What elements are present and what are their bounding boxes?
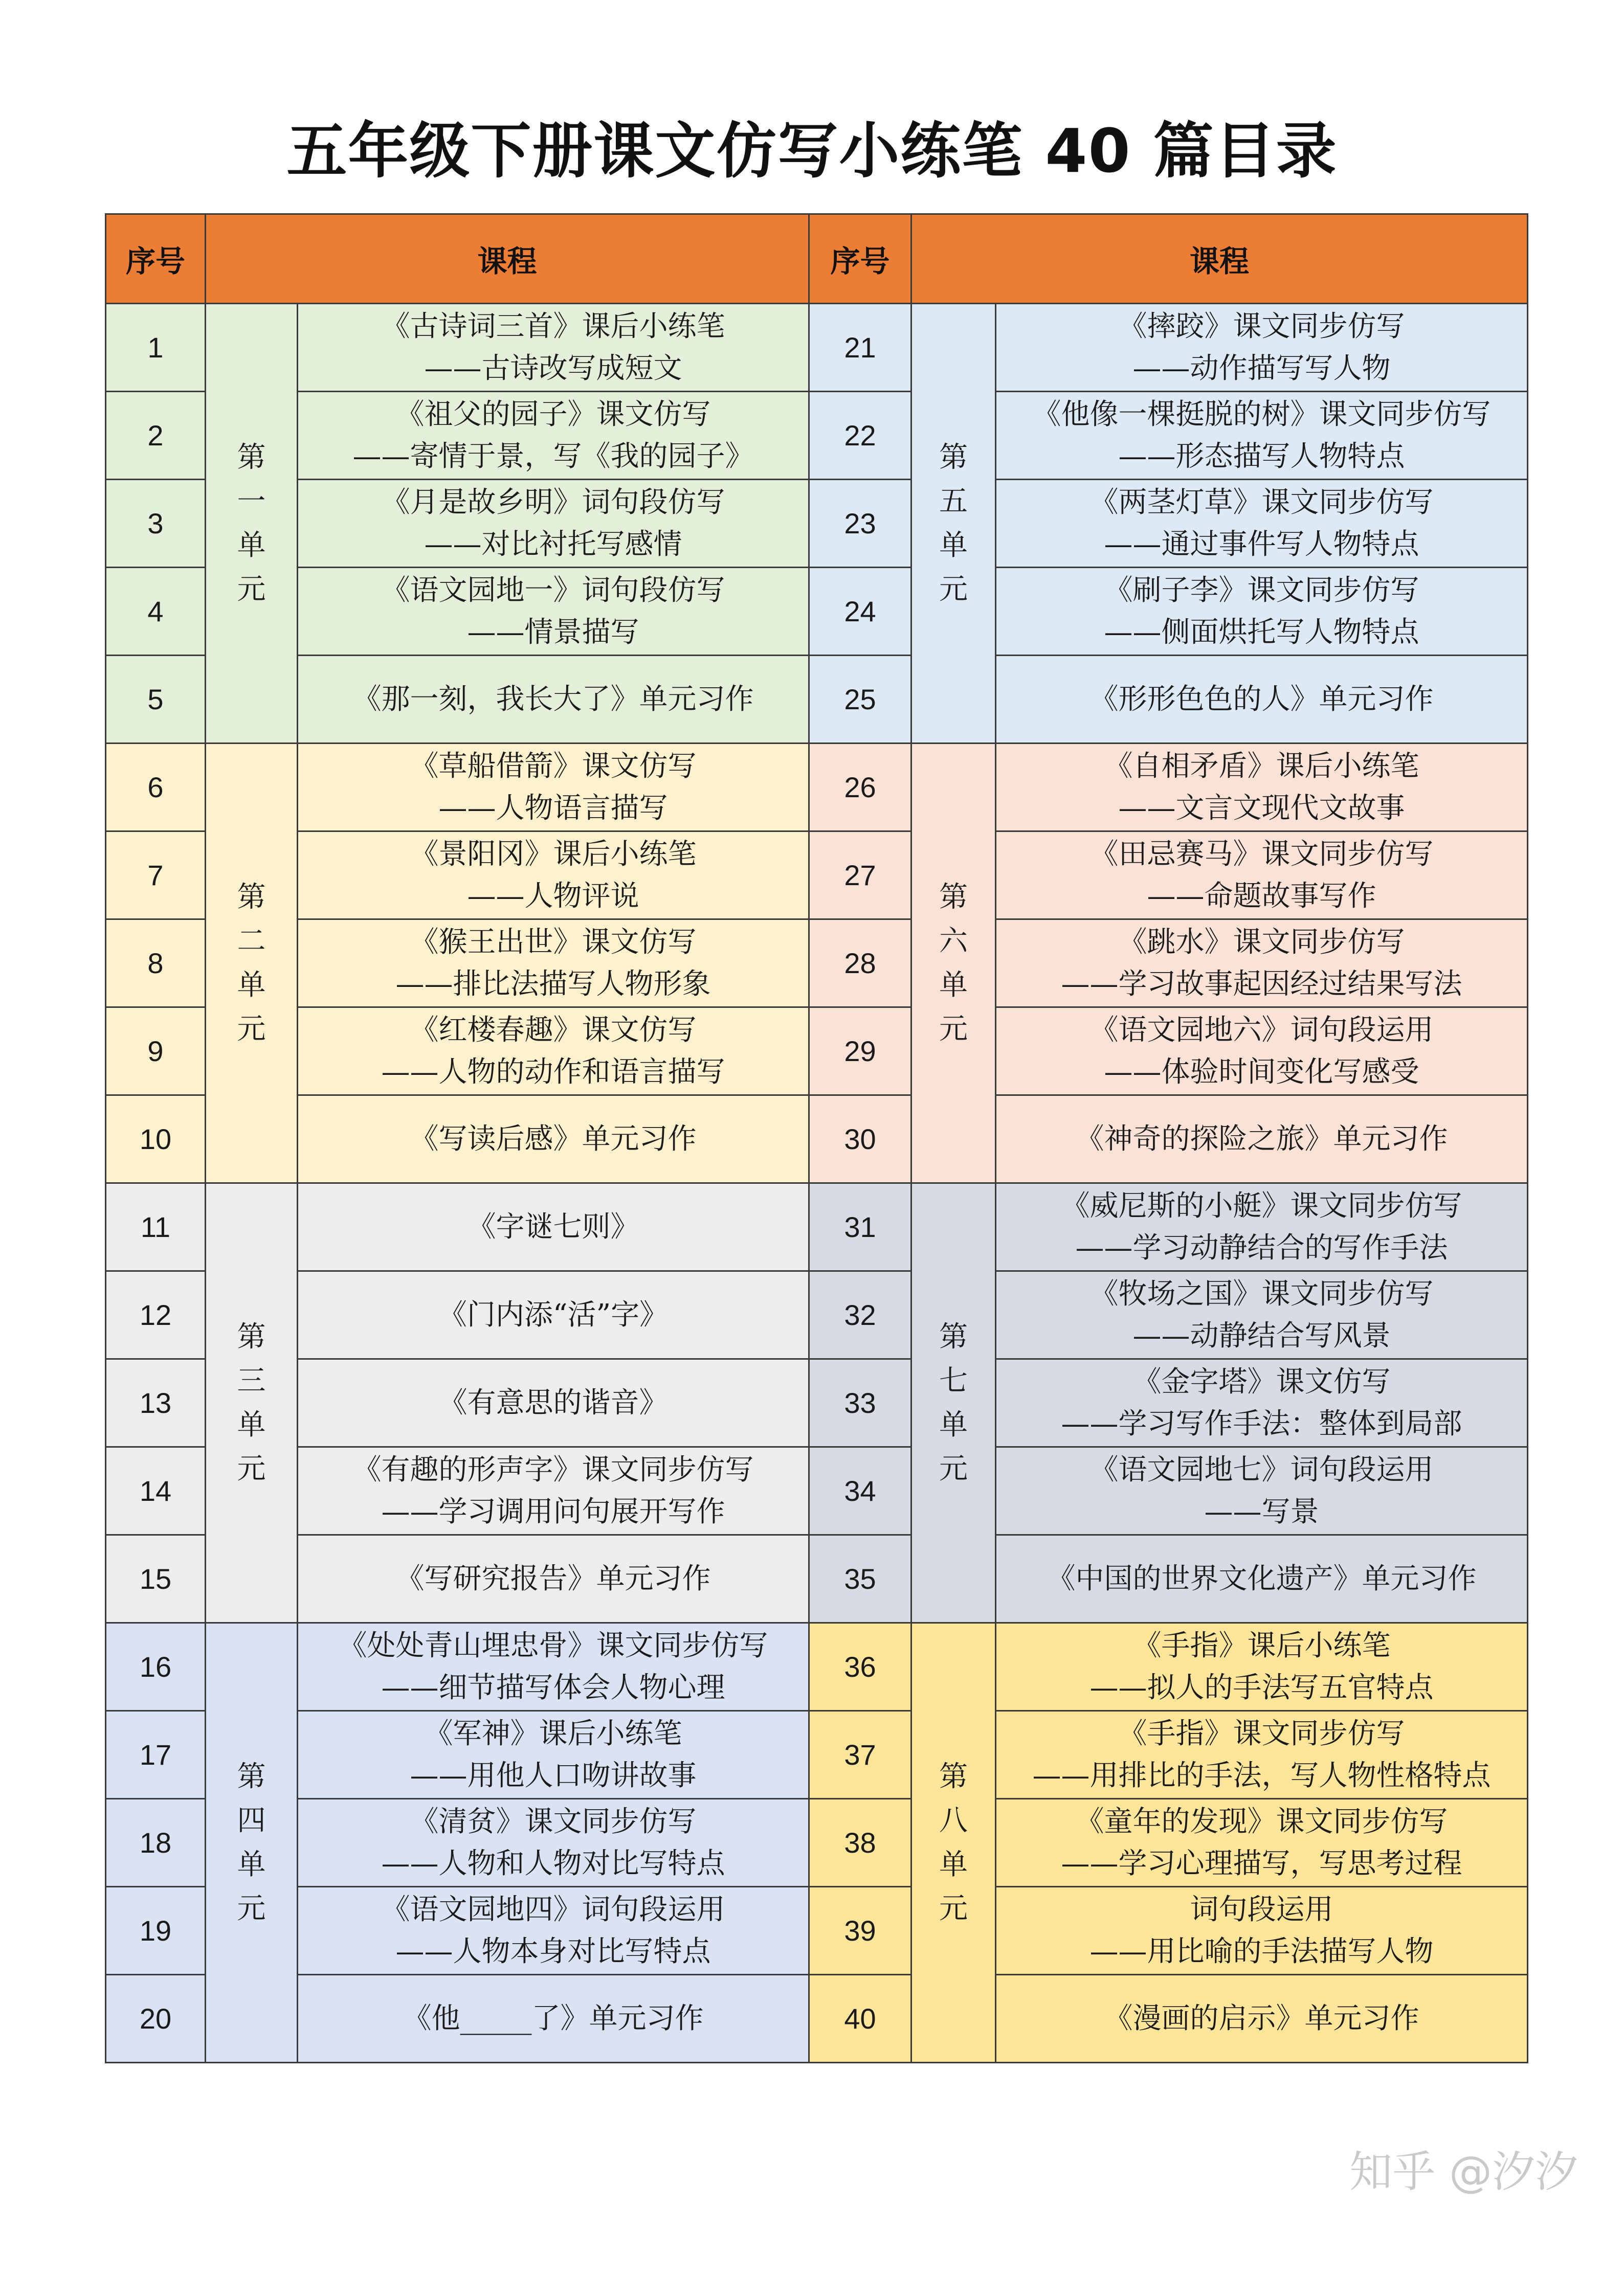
course-cell — [298, 568, 809, 656]
course-cell — [298, 1183, 809, 1271]
course-title: 《写研究报告》单元习作 — [395, 1562, 711, 1595]
course-subtitle: ——用比喻的手法描写人物 — [1089, 1934, 1434, 1968]
course-cell — [996, 1007, 1528, 1095]
course-cell — [298, 1975, 809, 2063]
course-cell — [298, 1095, 809, 1183]
course-cell — [996, 744, 1528, 831]
course-subtitle: ——文言文现代文故事 — [1118, 791, 1405, 825]
course-title: 《两茎灯草》课文同步仿写 — [1089, 485, 1434, 519]
course-subtitle: ——排比法描写人物形象 — [395, 967, 711, 1001]
course-cell — [298, 1007, 809, 1095]
unit-char: 元 — [939, 1892, 968, 1925]
course-title: 《语文园地七》词句段运用 — [1089, 1453, 1434, 1487]
course-cell — [996, 1095, 1528, 1183]
unit-char: 单 — [939, 528, 968, 562]
course-subtitle: ——写景 — [1204, 1495, 1319, 1528]
item-number: 19 — [106, 1887, 206, 1975]
course-cell — [298, 1447, 809, 1535]
table-row — [106, 480, 1528, 568]
course-title: 《他_____了》单元习作 — [403, 2001, 704, 2035]
item-number: 39 — [809, 1887, 911, 1975]
course-cell — [996, 1183, 1528, 1271]
unit-char: 二 — [237, 924, 266, 958]
unit-char: 六 — [939, 924, 968, 958]
course-title: 《语文园地六》词句段运用 — [1089, 1013, 1434, 1047]
course-cell — [298, 480, 809, 568]
course-title: 《写读后感》单元习作 — [410, 1122, 697, 1156]
course-title: 《草船借箭》课文仿写 — [410, 749, 697, 783]
table-row — [106, 1535, 1528, 1623]
course-title: 《有意思的谐音》 — [438, 1386, 668, 1420]
course-title: 《中国的世界文化遗产》单元习作 — [1047, 1562, 1477, 1595]
course-title: 《那一刻，我长大了》单元习作 — [352, 682, 754, 716]
table-row — [106, 392, 1528, 480]
item-number: 40 — [809, 1975, 911, 2063]
table-row — [106, 1711, 1528, 1799]
unit-label-3 — [206, 1183, 298, 1623]
course-title: 《神奇的探险之旅》单元习作 — [1075, 1122, 1448, 1156]
item-number: 2 — [106, 392, 206, 480]
unit-char: 第 — [939, 1320, 968, 1354]
unit-char: 单 — [237, 1408, 266, 1442]
item-number: 18 — [106, 1799, 206, 1887]
course-subtitle: ——人物语言描写 — [438, 791, 668, 825]
unit-char: 四 — [237, 1804, 266, 1837]
course-cell — [996, 392, 1528, 480]
course-title: 《景阳冈》课后小练笔 — [410, 837, 697, 871]
unit-char: 第 — [237, 880, 266, 914]
unit-char: 一 — [237, 484, 266, 518]
unit-char: 单 — [939, 1408, 968, 1442]
course-title: 《语文园地一》词句段仿写 — [381, 573, 725, 607]
course-subtitle: ——学习心理描写，写思考过程 — [1061, 1847, 1462, 1880]
course-title: 《门内添“活”字》 — [438, 1298, 669, 1332]
item-number: 15 — [106, 1535, 206, 1623]
header-row — [106, 214, 1528, 304]
unit-char: 单 — [939, 1848, 968, 1881]
unit-char: 单 — [237, 1848, 266, 1881]
item-number: 10 — [106, 1095, 206, 1183]
unit-char: 元 — [939, 1452, 968, 1485]
item-number: 34 — [809, 1447, 911, 1535]
course-title: 《军神》课后小练笔 — [424, 1717, 682, 1750]
course-cell — [298, 1887, 809, 1975]
course-cell — [996, 919, 1528, 1007]
watermark: 知乎 @汐汐 — [1349, 2147, 1578, 2197]
unit-char: 元 — [237, 1892, 266, 1925]
course-title: 《处处青山埋忠骨》课文同步仿写 — [338, 1629, 768, 1662]
course-cell — [298, 1535, 809, 1623]
unit-label-8 — [911, 1623, 996, 2063]
unit-char: 五 — [939, 484, 968, 518]
course-title: 《跳水》课文同步仿写 — [1118, 925, 1405, 959]
item-number: 8 — [106, 919, 206, 1007]
item-number: 20 — [106, 1975, 206, 2063]
header-course-left: 课程 — [206, 214, 809, 304]
item-number: 36 — [809, 1623, 911, 1711]
unit-label-6 — [911, 744, 996, 1183]
course-subtitle: ——动静结合写风景 — [1132, 1319, 1391, 1353]
course-cell — [996, 1447, 1528, 1535]
course-title: 《牧场之国》课文同步仿写 — [1089, 1277, 1434, 1311]
course-cell — [298, 1623, 809, 1711]
item-number: 30 — [809, 1095, 911, 1183]
course-subtitle: ——人物评说 — [467, 879, 639, 913]
course-subtitle: ——命题故事写作 — [1147, 879, 1376, 913]
unit-char: 元 — [237, 1452, 266, 1485]
unit-char: 单 — [237, 968, 266, 1002]
course-subtitle: ——用他人口吻讲故事 — [410, 1759, 697, 1792]
table-row — [106, 919, 1528, 1007]
course-title: 《红楼春趣》课文仿写 — [410, 1013, 697, 1047]
item-number: 16 — [106, 1623, 206, 1711]
course-cell — [996, 304, 1528, 392]
course-subtitle: ——侧面烘托写人物特点 — [1104, 615, 1419, 649]
toc-table — [105, 213, 1528, 2063]
item-number: 38 — [809, 1799, 911, 1887]
course-cell — [996, 656, 1528, 744]
unit-char: 元 — [939, 572, 968, 606]
item-number: 25 — [809, 656, 911, 744]
course-title: 《他像一棵挺脱的树》课文同步仿写 — [1032, 397, 1491, 431]
course-title: 《金字塔》课文仿写 — [1132, 1365, 1391, 1399]
item-number: 5 — [106, 656, 206, 744]
course-subtitle: ——人物的动作和语言描写 — [381, 1055, 725, 1089]
item-number: 28 — [809, 919, 911, 1007]
item-number: 3 — [106, 480, 206, 568]
item-number: 7 — [106, 831, 206, 919]
unit-char: 八 — [939, 1804, 968, 1837]
table-row — [106, 656, 1528, 744]
course-subtitle: ——情景描写 — [467, 615, 639, 649]
course-cell — [996, 1711, 1528, 1799]
course-cell — [298, 744, 809, 831]
header-course-right: 课程 — [911, 214, 1528, 304]
page-title: 五年级下册课文仿写小练笔 40 篇目录 — [286, 116, 1338, 186]
course-subtitle: ——细节描写体会人物心理 — [381, 1671, 725, 1704]
course-subtitle: ——古诗改写成短文 — [424, 351, 682, 385]
item-number: 17 — [106, 1711, 206, 1799]
unit-label-5 — [911, 304, 996, 744]
course-title: 《形形色色的人》单元习作 — [1089, 682, 1434, 716]
course-subtitle: ——对比衬托写感情 — [424, 527, 682, 561]
course-cell — [298, 1799, 809, 1887]
table-row — [106, 1007, 1528, 1095]
course-title: 《语文园地四》词句段运用 — [381, 1893, 725, 1926]
unit-label-7 — [911, 1183, 996, 1623]
item-number: 4 — [106, 568, 206, 656]
course-title: 《童年的发现》课文同步仿写 — [1075, 1805, 1448, 1838]
unit-char: 元 — [939, 1012, 968, 1046]
course-title: 《有趣的形声字》课文同步仿写 — [352, 1453, 754, 1487]
item-number: 31 — [809, 1183, 911, 1271]
table-row — [106, 831, 1528, 919]
item-number: 11 — [106, 1183, 206, 1271]
course-cell — [996, 831, 1528, 919]
table-row — [106, 1887, 1528, 1975]
course-cell — [996, 1535, 1528, 1623]
item-number: 1 — [106, 304, 206, 392]
unit-label-2 — [206, 744, 298, 1183]
course-title: 《摔跤》课文同步仿写 — [1118, 309, 1405, 343]
course-title: 《猴王出世》课文仿写 — [410, 925, 697, 959]
course-cell — [996, 1975, 1528, 2063]
item-number: 23 — [809, 480, 911, 568]
course-subtitle: ——人物和人物对比写特点 — [381, 1847, 725, 1880]
course-cell — [298, 392, 809, 480]
unit-char: 元 — [237, 572, 266, 606]
course-subtitle: ——拟人的手法写五官特点 — [1089, 1671, 1434, 1704]
course-cell — [996, 1799, 1528, 1887]
course-title: 《漫画的启示》单元习作 — [1104, 2001, 1419, 2035]
unit-char: 第 — [939, 1760, 968, 1793]
header-seq-left: 序号 — [106, 214, 206, 304]
unit-char: 七 — [939, 1364, 968, 1398]
table-row — [106, 1359, 1528, 1447]
table-row — [106, 1447, 1528, 1535]
course-title: 《清贫》课文同步仿写 — [410, 1805, 697, 1838]
unit-char: 单 — [939, 968, 968, 1002]
header-seq-right: 序号 — [809, 214, 911, 304]
course-subtitle: ——学习写作手法：整体到局部 — [1061, 1407, 1462, 1440]
course-cell — [996, 1623, 1528, 1711]
course-title: 《手指》课文同步仿写 — [1118, 1717, 1405, 1750]
course-title: 《古诗词三首》课后小练笔 — [381, 309, 725, 343]
unit-char: 第 — [237, 440, 266, 474]
course-cell — [996, 1887, 1528, 1975]
item-number: 27 — [809, 831, 911, 919]
item-number: 35 — [809, 1535, 911, 1623]
course-title: 《田忌赛马》课文同步仿写 — [1089, 837, 1434, 871]
item-number: 12 — [106, 1271, 206, 1359]
course-cell — [298, 831, 809, 919]
course-title: 《手指》课后小练笔 — [1132, 1629, 1391, 1662]
unit-char: 元 — [237, 1012, 266, 1046]
course-title: 《威尼斯的小艇》课文同步仿写 — [1061, 1189, 1462, 1223]
course-cell — [298, 1711, 809, 1799]
course-cell — [298, 1271, 809, 1359]
table-row — [106, 744, 1528, 831]
table-row — [106, 304, 1528, 392]
course-cell — [298, 656, 809, 744]
table-row — [106, 1975, 1528, 2063]
unit-char: 第 — [939, 880, 968, 914]
unit-label-1 — [206, 304, 298, 744]
table-row — [106, 1623, 1528, 1711]
course-title: 《祖父的园子》课文仿写 — [395, 397, 711, 431]
table-row — [106, 1095, 1528, 1183]
course-cell — [298, 1359, 809, 1447]
course-subtitle: ——学习动静结合的写作手法 — [1075, 1231, 1448, 1265]
unit-char: 第 — [939, 440, 968, 474]
course-title: 《自相矛盾》课后小练笔 — [1104, 749, 1419, 783]
item-number: 32 — [809, 1271, 911, 1359]
course-subtitle: ——通过事件写人物特点 — [1104, 527, 1419, 561]
item-number: 6 — [106, 744, 206, 831]
course-subtitle: ——寄情于景，写《我的园子》 — [352, 439, 754, 473]
table-row — [106, 1271, 1528, 1359]
course-cell — [996, 568, 1528, 656]
unit-label-4 — [206, 1623, 298, 2063]
course-subtitle: ——体验时间变化写感受 — [1104, 1055, 1419, 1089]
course-subtitle: ——学习调用问句展开写作 — [381, 1495, 725, 1528]
course-subtitle: ——用排比的手法，写人物性格特点 — [1032, 1759, 1491, 1792]
item-number: 13 — [106, 1359, 206, 1447]
course-subtitle: ——形态描写人物特点 — [1118, 439, 1405, 473]
item-number: 9 — [106, 1007, 206, 1095]
unit-char: 三 — [237, 1364, 266, 1398]
item-number: 24 — [809, 568, 911, 656]
course-subtitle: ——人物本身对比写特点 — [395, 1934, 711, 1968]
course-subtitle: ——动作描写写人物 — [1132, 351, 1391, 385]
course-cell — [996, 480, 1528, 568]
item-number: 21 — [809, 304, 911, 392]
course-title: 《刷子李》课文同步仿写 — [1104, 573, 1419, 607]
item-number: 33 — [809, 1359, 911, 1447]
unit-char: 单 — [237, 528, 266, 562]
course-title: 《月是故乡明》词句段仿写 — [381, 485, 725, 519]
course-subtitle: ——学习故事起因经过结果写法 — [1061, 967, 1462, 1001]
item-number: 37 — [809, 1711, 911, 1799]
unit-char: 第 — [237, 1760, 266, 1793]
table-row — [106, 1183, 1528, 1271]
course-cell — [996, 1271, 1528, 1359]
unit-char: 第 — [237, 1320, 266, 1354]
item-number: 29 — [809, 1007, 911, 1095]
item-number: 14 — [106, 1447, 206, 1535]
item-number: 22 — [809, 392, 911, 480]
table-row — [106, 568, 1528, 656]
course-cell — [298, 304, 809, 392]
course-title: 《字谜七则》 — [467, 1210, 639, 1244]
course-cell — [996, 1359, 1528, 1447]
table-row — [106, 1799, 1528, 1887]
course-cell — [298, 919, 809, 1007]
course-title: 词句段运用 — [1190, 1893, 1333, 1926]
item-number: 26 — [809, 744, 911, 831]
